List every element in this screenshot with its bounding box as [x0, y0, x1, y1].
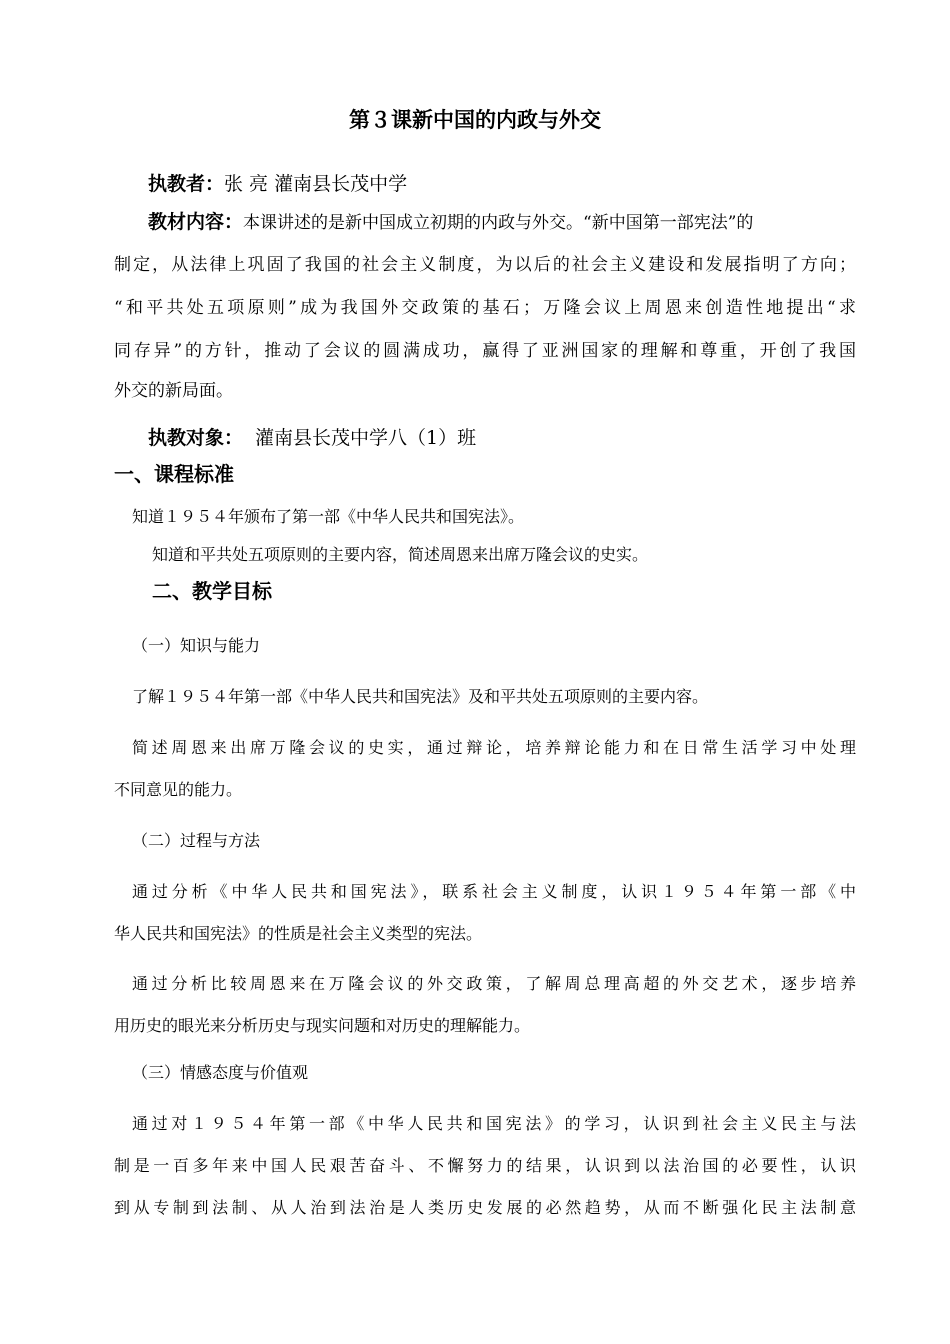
- teacher-value: 张 亮 灌南县长茂中学: [224, 173, 408, 195]
- audience-value: 灌南县长茂中学八（1）班: [255, 427, 477, 449]
- subheading-values: （三）情感态度与价值观: [132, 1063, 309, 1082]
- section-heading-curriculum: 一、课程标准: [114, 462, 234, 486]
- objective-paragraph-5-line-3: 到从专制到法制、从人治到法治是人类历史发展的必然趋势，从而不断强化民主法制意: [114, 1198, 856, 1217]
- curriculum-line-1: 知道１９５４年颁布了第一部《中华人民共和国宪法》。: [132, 507, 525, 526]
- objective-paragraph-3-line-2: 华人民共和国宪法》的性质是社会主义类型的宪法。: [114, 924, 483, 943]
- objective-paragraph-3-line-1: 通过分析《中华人民共和国宪法》，联系社会主义制度，认识１９５４年第一部《中: [132, 882, 856, 901]
- section-heading-objectives: 二、教学目标: [152, 579, 272, 603]
- curriculum-line-2: 知道和平共处五项原则的主要内容，简述周恩来出席万隆会议的史实。: [152, 545, 649, 564]
- content-line-4: 同存异”的方针，推动了会议的圆满成功，赢得了亚洲国家的理解和尊重，开创了我国: [114, 341, 856, 361]
- content-line-1: [148, 211, 753, 234]
- content-line-3: “和平共处五项原则”成为我国外交政策的基石；万隆会议上周恩来创造性地提出“求: [114, 298, 856, 318]
- subheading-knowledge: （一）知识与能力: [132, 636, 261, 655]
- objective-paragraph-4-line-1: 通过分析比较周恩来在万隆会议的外交政策，了解周总理高超的外交艺术，逐步培养: [132, 974, 856, 993]
- content-line-5: 外交的新局面。: [114, 381, 233, 401]
- teacher-label: 执教者：: [148, 173, 225, 195]
- teacher-line: [148, 173, 407, 195]
- audience-label: 执教对象：: [148, 427, 244, 449]
- objective-paragraph-5-line-1: 通过对１９５４年第一部《中华人民共和国宪法》的学习，认识到社会主义民主与法: [132, 1114, 856, 1133]
- audience-line: [148, 427, 476, 449]
- content-label: 教材内容：: [148, 211, 244, 233]
- subheading-process: （二）过程与方法: [132, 831, 261, 850]
- content-line-2: 制定，从法律上巩固了我国的社会主义制度，为以后的社会主义建设和发展指明了方向；: [114, 255, 856, 275]
- objective-paragraph-2-line-2: 不同意见的能力。: [114, 780, 243, 799]
- content-text-1: 本课讲述的是新中国成立初期的内政与外交。“新中国第一部宪法”的: [243, 213, 754, 233]
- objective-paragraph-5-line-2: 制是一百多年来中国人民艰苦奋斗、不懈努力的结果，认识到以法治国的必要性，认识: [114, 1156, 856, 1175]
- objective-paragraph-4-line-2: 用历史的眼光来分析历史与现实问题和对历史的理解能力。: [114, 1016, 531, 1035]
- objective-paragraph-1: 了解１９５４年第一部《中华人民共和国宪法》及和平共处五项原则的主要内容。: [132, 687, 709, 706]
- page-title: 第３课新中国的内政与外交: [349, 108, 601, 132]
- objective-paragraph-2-line-1: 简述周恩来出席万隆会议的史实，通过辩论，培养辩论能力和在日常生活学习中处理: [132, 738, 856, 757]
